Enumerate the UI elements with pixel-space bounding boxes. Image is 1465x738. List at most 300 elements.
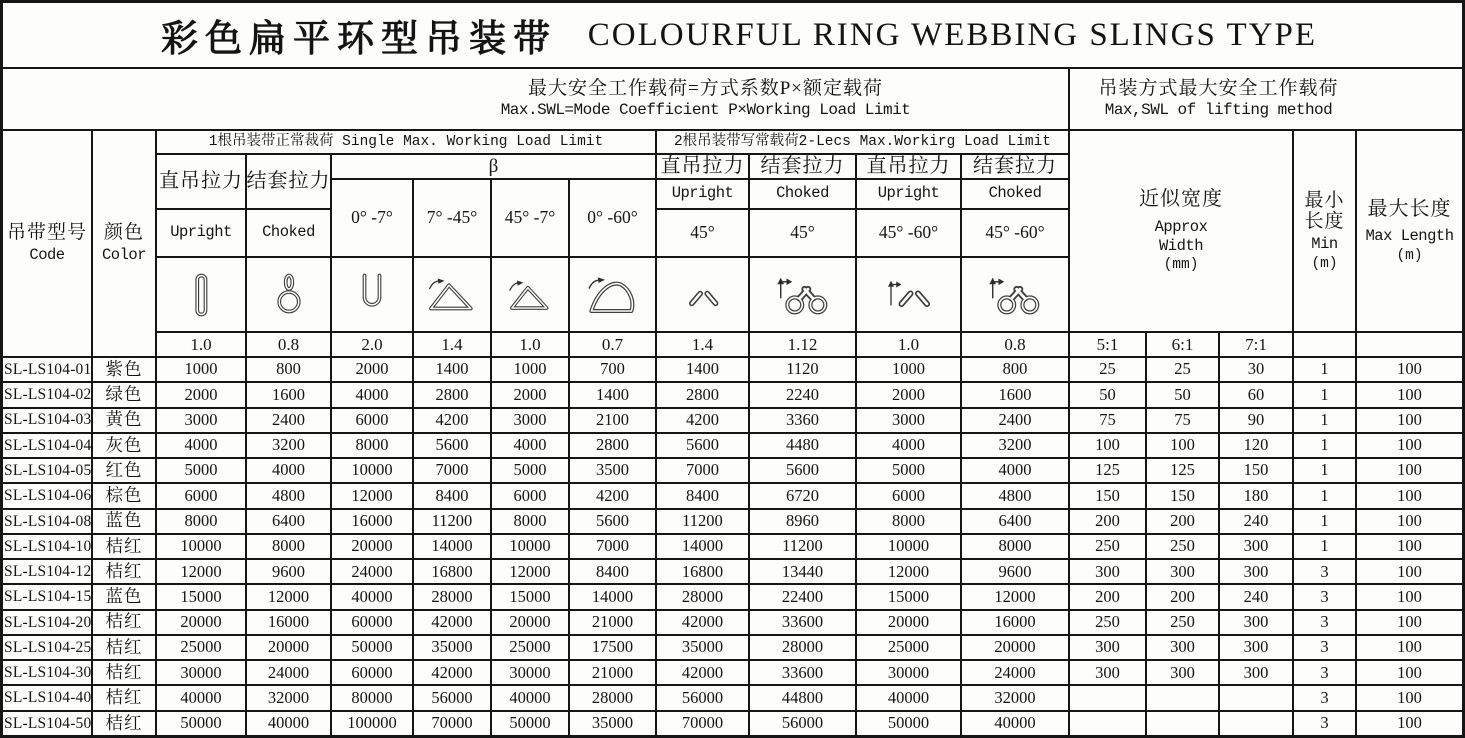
cell-load-6: 4200 (657, 409, 748, 432)
cell-load-6: 1400 (657, 358, 748, 381)
cell-load-7: 28000 (750, 636, 855, 659)
cell-code: SL-LS104-04 (3, 434, 91, 457)
cell-load-7: 56000 (750, 712, 855, 735)
cell-load-9: 6400 (962, 510, 1068, 533)
safety-ratio-7-1: 7:1 (1220, 333, 1292, 356)
cell-load-1: 3200 (247, 434, 330, 457)
cell-width-0: 200 (1070, 585, 1145, 608)
cell-width-2: 60 (1220, 383, 1292, 406)
cell-load-8: 10000 (857, 535, 960, 558)
coefficient-2leg-choked: 1.12 (750, 333, 855, 356)
cell-code: SL-LS104-15 (3, 585, 91, 608)
cell-width-1: 250 (1147, 611, 1218, 634)
cell-min-length: 1 (1294, 484, 1355, 507)
cell-load-3: 14000 (414, 535, 490, 558)
cell-load-4: 15000 (492, 585, 568, 608)
cell-load-1: 8000 (247, 535, 330, 558)
cell-width-0: 250 (1070, 535, 1145, 558)
col-header-width: 近似宽度 Approx Width (mm) (1070, 131, 1292, 331)
cell-load-2: 6000 (332, 409, 412, 432)
lifting-method-en: Max,SWL of lifting method (1104, 101, 1333, 120)
cell-color: 桔红 (93, 712, 155, 735)
cell-min-length: 1 (1294, 383, 1355, 406)
cell-code: SL-LS104-20 (3, 611, 91, 634)
cell-code: SL-LS104-10 (3, 535, 91, 558)
cell-load-7: 2240 (750, 383, 855, 406)
cell-load-6: 70000 (657, 712, 748, 735)
empty-cell (1357, 333, 1462, 356)
cell-load-9: 9600 (962, 560, 1068, 583)
cell-load-4: 6000 (492, 484, 568, 507)
cell-width-2: 300 (1220, 560, 1292, 583)
cell-load-1: 40000 (247, 712, 330, 735)
cell-load-0: 4000 (157, 434, 245, 457)
cell-load-4: 10000 (492, 535, 568, 558)
cell-load-4: 40000 (492, 686, 568, 709)
cell-load-5: 8400 (570, 560, 655, 583)
cell-load-9: 20000 (962, 636, 1068, 659)
cell-load-7: 22400 (750, 585, 855, 608)
cell-load-3: 70000 (414, 712, 490, 735)
cell-load-0: 5000 (157, 459, 245, 482)
cell-color: 桔红 (93, 560, 155, 583)
cell-width-0 (1070, 712, 1145, 735)
lifting-method-note (1070, 69, 1462, 129)
cell-min-length: 1 (1294, 535, 1355, 558)
col2-header-upright-zh: 直吊拉力 (657, 155, 748, 178)
cell-min-length: 3 (1294, 585, 1355, 608)
cell-min-length: 3 (1294, 686, 1355, 709)
cell-load-4: 12000 (492, 560, 568, 583)
cell-color: 桔红 (93, 686, 155, 709)
col-header-choked-zh: 结套拉力 (247, 155, 330, 208)
cell-width-2 (1220, 686, 1292, 709)
cell-load-6: 7000 (657, 459, 748, 482)
cell-load-3: 1400 (414, 358, 490, 381)
cell-load-2: 100000 (332, 712, 412, 735)
cell-load-5: 1400 (570, 383, 655, 406)
cell-load-1: 4800 (247, 484, 330, 507)
cell-max-length: 100 (1357, 510, 1462, 533)
cell-load-9: 2400 (962, 409, 1068, 432)
sling-basket-u-icon (332, 258, 412, 331)
cell-min-length: 3 (1294, 661, 1355, 684)
cell-load-0: 2000 (157, 383, 245, 406)
cell-load-7: 33600 (750, 611, 855, 634)
cell-load-2: 60000 (332, 661, 412, 684)
cell-color: 黄色 (93, 409, 155, 432)
cell-width-2: 30 (1220, 358, 1292, 381)
cell-width-0: 200 (1070, 510, 1145, 533)
cell-color: 紫色 (93, 358, 155, 381)
cell-load-3: 16800 (414, 560, 490, 583)
col-header-min-length: 最小 长度 Min (m) (1294, 131, 1355, 331)
cell-load-7: 3360 (750, 409, 855, 432)
cell-load-4: 4000 (492, 434, 568, 457)
col-header-upright-zh: 直吊拉力 (157, 155, 245, 208)
cell-min-length: 3 (1294, 611, 1355, 634)
cell-width-0: 150 (1070, 484, 1145, 507)
col2-header-choked-zh: 结套拉力 (750, 155, 855, 178)
cell-load-8: 15000 (857, 585, 960, 608)
cell-load-0: 6000 (157, 484, 245, 507)
coefficient-2leg-upright-60: 1.0 (857, 333, 960, 356)
cell-width-2: 300 (1220, 636, 1292, 659)
col-header-choked-en: Choked (247, 210, 330, 256)
cell-width-0: 75 (1070, 409, 1145, 432)
col2-header-upright-en: Upright (657, 180, 748, 208)
cell-width-0: 125 (1070, 459, 1145, 482)
col-header-code: 吊带型号 Code (3, 131, 91, 356)
cell-load-5: 2100 (570, 409, 655, 432)
cell-load-2: 60000 (332, 611, 412, 634)
cell-load-5: 2800 (570, 434, 655, 457)
cell-load-5: 17500 (570, 636, 655, 659)
cell-max-length: 100 (1357, 434, 1462, 457)
group-header-double: 2根吊装带写常载荷2-Lecs Max.Workirg Load Limit (657, 131, 1068, 153)
cell-width-2: 300 (1220, 661, 1292, 684)
cell-load-6: 11200 (657, 510, 748, 533)
cell-load-8: 12000 (857, 560, 960, 583)
cell-load-3: 42000 (414, 611, 490, 634)
cell-load-6: 42000 (657, 661, 748, 684)
cell-load-1: 12000 (247, 585, 330, 608)
cell-load-1: 4000 (247, 459, 330, 482)
cell-load-5: 14000 (570, 585, 655, 608)
cell-load-4: 2000 (492, 383, 568, 406)
safety-ratio-6-1: 6:1 (1147, 333, 1218, 356)
cell-width-1: 300 (1147, 560, 1218, 583)
two-leg-parallel-icon (657, 258, 748, 331)
cell-load-3: 2800 (414, 383, 490, 406)
group-header-single: 1根吊装带正常裁荷 Single Max. Working Load Limit (157, 131, 655, 153)
double-angle-3: 45° -60° (857, 210, 960, 256)
cell-load-2: 20000 (332, 535, 412, 558)
cell-load-7: 33600 (750, 661, 855, 684)
cell-color: 桔红 (93, 636, 155, 659)
cell-width-0: 300 (1070, 636, 1145, 659)
cell-min-length: 3 (1294, 560, 1355, 583)
cell-load-1: 20000 (247, 636, 330, 659)
cell-load-2: 2000 (332, 358, 412, 381)
cell-load-0: 10000 (157, 535, 245, 558)
coefficient-2leg-upright: 1.4 (657, 333, 748, 356)
coefficient-basket-0-7: 2.0 (332, 333, 412, 356)
cell-load-7: 4480 (750, 434, 855, 457)
cell-min-length: 1 (1294, 459, 1355, 482)
cell-code: SL-LS104-06 (3, 484, 91, 507)
swl-formula (3, 69, 1068, 129)
cell-width-1: 125 (1147, 459, 1218, 482)
cell-load-5: 700 (570, 358, 655, 381)
cell-color: 绿色 (93, 383, 155, 406)
cell-load-8: 50000 (857, 712, 960, 735)
cell-load-6: 16800 (657, 560, 748, 583)
cell-width-1: 75 (1147, 409, 1218, 432)
beta-angle-7-45: 7° -45° (414, 180, 490, 256)
cell-load-8: 4000 (857, 434, 960, 457)
cell-load-5: 28000 (570, 686, 655, 709)
cell-width-2: 240 (1220, 510, 1292, 533)
cell-width-2: 240 (1220, 585, 1292, 608)
cell-load-6: 56000 (657, 686, 748, 709)
cell-max-length: 100 (1357, 484, 1462, 507)
cell-load-5: 35000 (570, 712, 655, 735)
sling-vertical-loop-icon (157, 258, 245, 331)
cell-load-0: 25000 (157, 636, 245, 659)
cell-width-0: 300 (1070, 661, 1145, 684)
cell-color: 桔红 (93, 661, 155, 684)
cell-load-8: 40000 (857, 686, 960, 709)
cell-load-9: 24000 (962, 661, 1068, 684)
cell-max-length: 100 (1357, 661, 1462, 684)
cell-load-9: 4800 (962, 484, 1068, 507)
col-header-color: 颜色 Color (93, 131, 155, 356)
cell-load-5: 21000 (570, 661, 655, 684)
cell-load-1: 9600 (247, 560, 330, 583)
cell-load-0: 50000 (157, 712, 245, 735)
coefficient-basket-0-60: 0.7 (570, 333, 655, 356)
cell-load-2: 8000 (332, 434, 412, 457)
cell-load-1: 800 (247, 358, 330, 381)
cell-load-2: 40000 (332, 585, 412, 608)
cell-load-3: 11200 (414, 510, 490, 533)
cell-load-6: 28000 (657, 585, 748, 608)
safety-ratio-5-1: 5:1 (1070, 333, 1145, 356)
cell-load-6: 5600 (657, 434, 748, 457)
cell-load-2: 12000 (332, 484, 412, 507)
cell-load-4: 25000 (492, 636, 568, 659)
cell-load-8: 30000 (857, 661, 960, 684)
cell-color: 红色 (93, 459, 155, 482)
cell-load-6: 42000 (657, 611, 748, 634)
cell-width-2: 180 (1220, 484, 1292, 507)
cell-code: SL-LS104-05 (3, 459, 91, 482)
cell-color: 灰色 (93, 434, 155, 457)
cell-load-1: 16000 (247, 611, 330, 634)
cell-max-length: 100 (1357, 383, 1462, 406)
page-title-zh: 彩色扁平环型吊装带 (161, 19, 557, 60)
cell-width-1: 100 (1147, 434, 1218, 457)
coefficient-upright: 1.0 (157, 333, 245, 356)
cell-color: 棕色 (93, 484, 155, 507)
cell-color: 蓝色 (93, 585, 155, 608)
cell-width-0: 100 (1070, 434, 1145, 457)
cell-code: SL-LS104-08 (3, 510, 91, 533)
cell-load-9: 1600 (962, 383, 1068, 406)
beta-angle-0-60: 0° -60° (570, 180, 655, 256)
cell-load-5: 3500 (570, 459, 655, 482)
cell-load-6: 35000 (657, 636, 748, 659)
cell-load-2: 16000 (332, 510, 412, 533)
cell-load-8: 25000 (857, 636, 960, 659)
two-leg-choked-angle-icon (962, 258, 1068, 331)
cell-load-9: 8000 (962, 535, 1068, 558)
cell-load-9: 3200 (962, 434, 1068, 457)
beta-angle-0-7: 0° -7° (332, 180, 412, 256)
col2-header-choked2-zh: 结套拉力 (962, 155, 1068, 178)
cell-min-length: 1 (1294, 434, 1355, 457)
cell-load-4: 8000 (492, 510, 568, 533)
cell-load-7: 11200 (750, 535, 855, 558)
cell-max-length: 100 (1357, 611, 1462, 634)
cell-load-6: 2800 (657, 383, 748, 406)
cell-width-0: 250 (1070, 611, 1145, 634)
cell-min-length: 1 (1294, 510, 1355, 533)
cell-code: SL-LS104-01 (3, 358, 91, 381)
subtitle-row (3, 69, 1462, 129)
cell-max-length: 100 (1357, 358, 1462, 381)
cell-load-1: 1600 (247, 383, 330, 406)
cell-load-8: 1000 (857, 358, 960, 381)
cell-load-3: 4200 (414, 409, 490, 432)
cell-load-5: 4200 (570, 484, 655, 507)
cell-load-5: 5600 (570, 510, 655, 533)
cell-min-length: 3 (1294, 712, 1355, 735)
cell-load-4: 20000 (492, 611, 568, 634)
cell-load-6: 8400 (657, 484, 748, 507)
cell-load-1: 6400 (247, 510, 330, 533)
cell-load-8: 5000 (857, 459, 960, 482)
cell-code: SL-LS104-50 (3, 712, 91, 735)
page-title-en: COLOURFUL RING WEBBING SLINGS TYPE (587, 16, 1317, 53)
table-body (3, 358, 1462, 735)
cell-width-2: 90 (1220, 409, 1292, 432)
cell-load-3: 56000 (414, 686, 490, 709)
cell-code: SL-LS104-40 (3, 686, 91, 709)
cell-width-1: 150 (1147, 484, 1218, 507)
cell-load-8: 2000 (857, 383, 960, 406)
cell-max-length: 100 (1357, 712, 1462, 735)
cell-load-2: 10000 (332, 459, 412, 482)
cell-max-length: 100 (1357, 535, 1462, 558)
cell-load-2: 80000 (332, 686, 412, 709)
cell-width-0: 300 (1070, 560, 1145, 583)
cell-load-0: 3000 (157, 409, 245, 432)
cell-width-2 (1220, 712, 1292, 735)
cell-load-4: 5000 (492, 459, 568, 482)
cell-load-7: 44800 (750, 686, 855, 709)
swl-formula-en: Max.SWL=Mode Coefficient P×Working Load Limit (500, 101, 911, 120)
cell-load-4: 50000 (492, 712, 568, 735)
cell-load-1: 24000 (247, 661, 330, 684)
cell-load-8: 20000 (857, 611, 960, 634)
cell-load-9: 800 (962, 358, 1068, 381)
cell-color: 桔红 (93, 611, 155, 634)
cell-width-1 (1147, 712, 1218, 735)
cell-min-length: 1 (1294, 409, 1355, 432)
cell-load-4: 3000 (492, 409, 568, 432)
cell-load-4: 1000 (492, 358, 568, 381)
cell-load-9: 12000 (962, 585, 1068, 608)
sling-basket-mound-icon (570, 258, 655, 331)
cell-load-5: 21000 (570, 611, 655, 634)
cell-load-2: 24000 (332, 560, 412, 583)
cell-load-6: 14000 (657, 535, 748, 558)
cell-load-5: 7000 (570, 535, 655, 558)
cell-load-2: 4000 (332, 383, 412, 406)
double-angle-4: 45° -60° (962, 210, 1068, 256)
cell-max-length: 100 (1357, 636, 1462, 659)
cell-load-3: 28000 (414, 585, 490, 608)
cell-width-0: 25 (1070, 358, 1145, 381)
cell-width-1: 200 (1147, 510, 1218, 533)
two-leg-angle-icon (857, 258, 960, 331)
cell-load-0: 30000 (157, 661, 245, 684)
cell-width-0: 50 (1070, 383, 1145, 406)
cell-load-0: 40000 (157, 686, 245, 709)
coefficient-basket-7-45: 1.4 (414, 333, 490, 356)
cell-load-8: 3000 (857, 409, 960, 432)
cell-load-3: 5600 (414, 434, 490, 457)
cell-min-length: 3 (1294, 636, 1355, 659)
cell-width-2: 120 (1220, 434, 1292, 457)
cell-max-length: 100 (1357, 686, 1462, 709)
cell-min-length: 1 (1294, 358, 1355, 381)
cell-width-1 (1147, 686, 1218, 709)
cell-width-0 (1070, 686, 1145, 709)
cell-color: 蓝色 (93, 510, 155, 533)
cell-code: SL-LS104-03 (3, 409, 91, 432)
cell-max-length: 100 (1357, 409, 1462, 432)
col2-header-upright2-zh: 直吊拉力 (857, 155, 960, 178)
col2-header-choked-en: Choked (750, 180, 855, 208)
double-angle-2: 45° (750, 210, 855, 256)
cell-width-1: 50 (1147, 383, 1218, 406)
cell-load-9: 40000 (962, 712, 1068, 735)
cell-load-2: 50000 (332, 636, 412, 659)
cell-load-0: 8000 (157, 510, 245, 533)
cell-width-1: 300 (1147, 636, 1218, 659)
cell-load-0: 20000 (157, 611, 245, 634)
cell-load-1: 2400 (247, 409, 330, 432)
cell-width-2: 150 (1220, 459, 1292, 482)
cell-load-7: 6720 (750, 484, 855, 507)
sling-basket-angle2-icon (492, 258, 568, 331)
col2-header-upright2-en: Upright (857, 180, 960, 208)
cell-code: SL-LS104-30 (3, 661, 91, 684)
cell-code: SL-LS104-12 (3, 560, 91, 583)
sling-choked-loop-icon (247, 258, 330, 331)
table-header (3, 131, 1462, 356)
cell-load-7: 5600 (750, 459, 855, 482)
two-leg-choked-icon (750, 258, 855, 331)
cell-load-7: 1120 (750, 358, 855, 381)
cell-load-7: 8960 (750, 510, 855, 533)
cell-load-9: 4000 (962, 459, 1068, 482)
cell-color: 桔红 (93, 535, 155, 558)
col-header-upright-en: Upright (157, 210, 245, 256)
cell-load-0: 12000 (157, 560, 245, 583)
swl-formula-zh: 最大安全工作载荷=方式系数P×额定载荷 (528, 77, 883, 99)
cell-load-3: 35000 (414, 636, 490, 659)
cell-width-2: 300 (1220, 535, 1292, 558)
coefficient-basket-45-7: 1.0 (492, 333, 568, 356)
double-angle-1: 45° (657, 210, 748, 256)
cell-load-1: 32000 (247, 686, 330, 709)
cell-load-0: 15000 (157, 585, 245, 608)
empty-cell (1294, 333, 1355, 356)
cell-width-1: 200 (1147, 585, 1218, 608)
cell-load-3: 7000 (414, 459, 490, 482)
col2-header-choked2-en: Choked (962, 180, 1068, 208)
cell-load-3: 42000 (414, 661, 490, 684)
beta-header: β (332, 155, 655, 178)
cell-load-4: 30000 (492, 661, 568, 684)
cell-load-0: 1000 (157, 358, 245, 381)
cell-load-9: 16000 (962, 611, 1068, 634)
coefficient-choked: 0.8 (247, 333, 330, 356)
